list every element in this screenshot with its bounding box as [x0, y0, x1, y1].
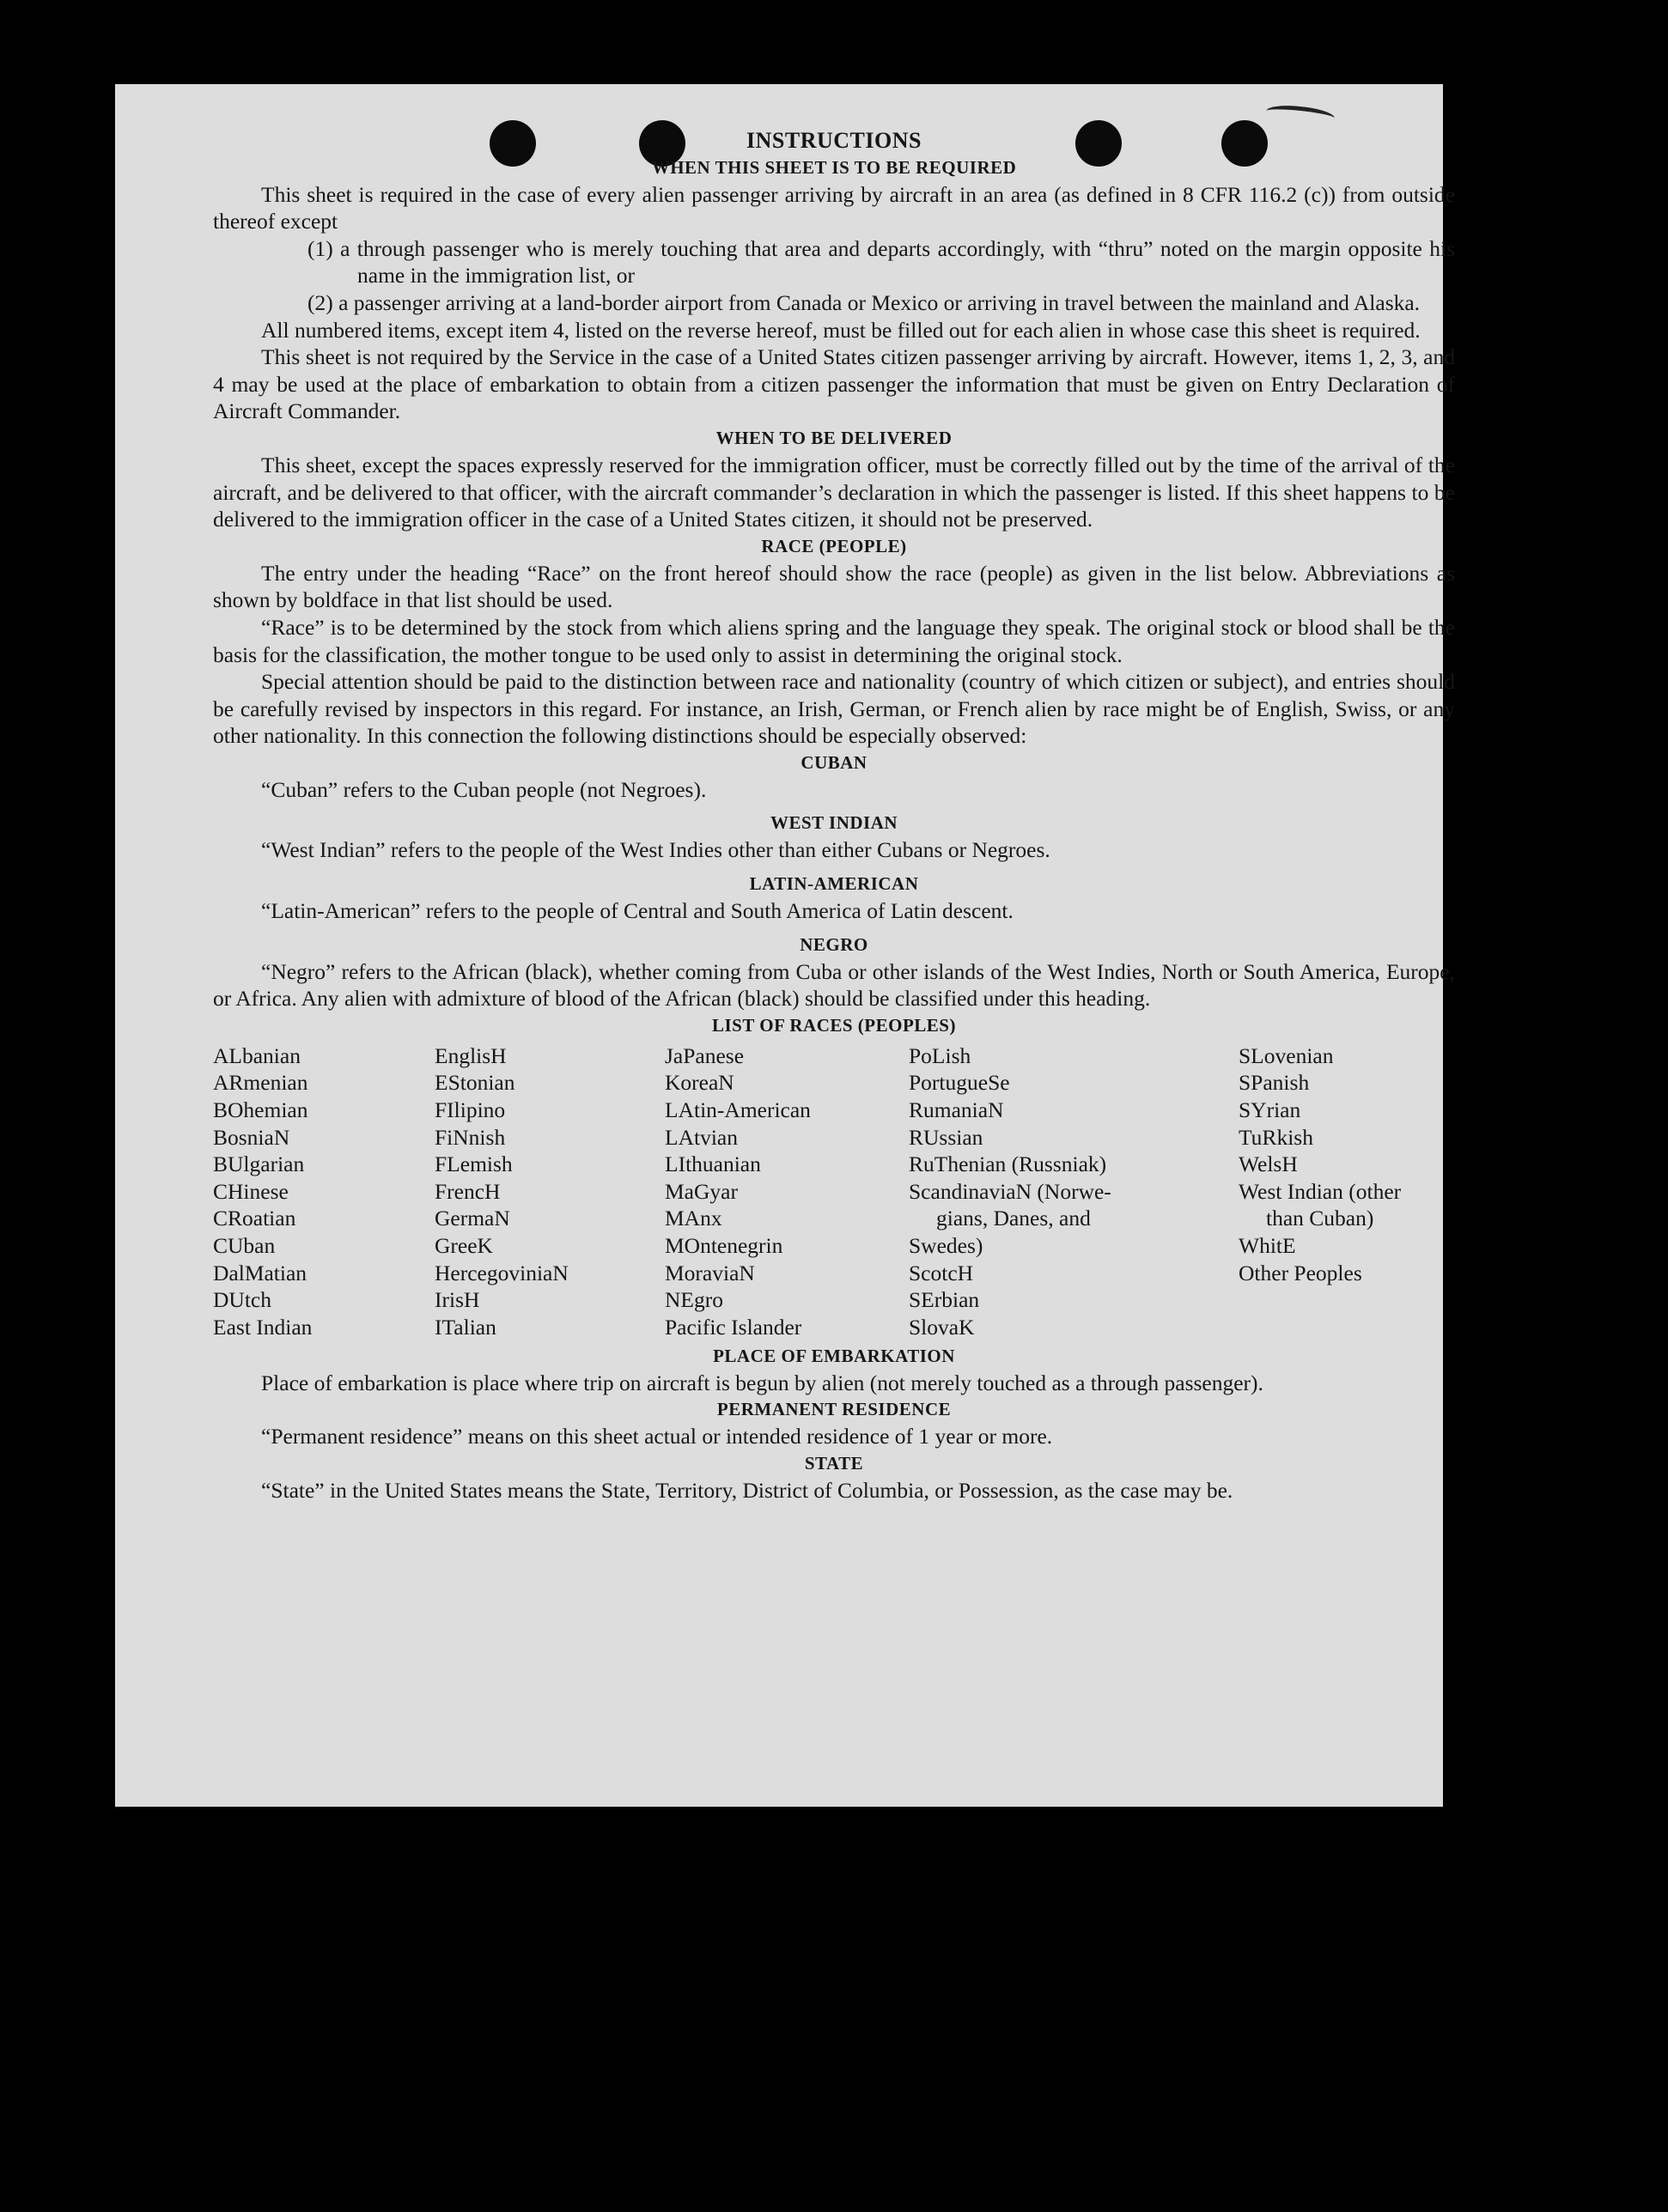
- paragraph: This sheet is not required by the Service in the case of a United States citizen passenger arriving by aircraft. However, items 1, 2, 3, and 4 may be used at the place of embarkation to obtain from a citizen passenger the information that must be given on Entry Declaration of Aircraft Commander.: [213, 344, 1455, 424]
- heading-when-delivered: WHEN TO BE DELIVERED: [715, 427, 953, 448]
- race-entry: RumaniaN: [909, 1097, 1004, 1123]
- race-entry: EnglisH: [435, 1042, 507, 1068]
- race-entry: WhitE: [1239, 1233, 1296, 1258]
- paragraph: “Cuban” refers to the Cuban people (not Negroes).: [261, 776, 707, 802]
- race-entry: FLemish: [435, 1152, 513, 1177]
- race-entry: SYrian: [1239, 1097, 1301, 1123]
- race-entry: BOhemian: [213, 1097, 308, 1123]
- paragraph: “Latin-American” refers to the people of Central and South America of Latin descent.: [261, 898, 1014, 924]
- race-entry: ALbanian: [213, 1042, 301, 1068]
- race-entry: West Indian (other: [1239, 1178, 1402, 1204]
- race-entry: EStonian: [435, 1070, 515, 1096]
- pencil-mark: [1265, 103, 1336, 126]
- paragraph: “State” in the United States means the State, Territory, District of Columbia, or Possession, as the case may be.: [261, 1478, 1233, 1504]
- race-entry: CUban: [213, 1233, 276, 1258]
- race-entry: FiNnish: [435, 1124, 506, 1150]
- race-entry: ITalian: [435, 1314, 496, 1340]
- race-entry: ScandinaviaN (Norwe-: [909, 1178, 1111, 1204]
- race-entry: FIlipino: [435, 1097, 506, 1123]
- race-entry: DalMatian: [213, 1260, 307, 1285]
- race-entry: MAnx: [665, 1206, 722, 1231]
- race-list: [213, 1042, 1455, 1343]
- race-column-2: [435, 1042, 569, 1341]
- race-entry: Swedes): [909, 1233, 983, 1258]
- race-column-5: [1239, 1042, 1401, 1286]
- race-entry: MOntenegrin: [665, 1233, 783, 1258]
- race-entry: JaPanese: [665, 1042, 745, 1068]
- heading-when-required: WHEN THIS SHEET IS TO BE REQUIRED: [651, 156, 1017, 178]
- race-entry: TuRkish: [1239, 1124, 1313, 1150]
- race-entry: PortugueSe: [909, 1070, 1010, 1096]
- race-entry: KoreaN: [665, 1070, 734, 1096]
- race-entry: ARmenian: [213, 1070, 308, 1096]
- race-entry: RuThenian (Russniak): [909, 1152, 1107, 1177]
- race-entry: HercegoviniaN: [435, 1260, 569, 1285]
- race-entry: gians, Danes, and: [936, 1206, 1091, 1231]
- heading-latin-american: LATIN-AMERICAN: [749, 873, 919, 895]
- race-entry: NEgro: [665, 1287, 723, 1313]
- race-entry: SErbian: [909, 1287, 980, 1313]
- race-entry: GermaN: [435, 1206, 510, 1231]
- paragraph: Special attention should be paid to the distinction between race and nationality (country of which citizen or subject), and entries should be carefully revised by inspectors in this regard. For instance, an Irish, German, or French alien by race might be of English, Swiss, or any other nationality. In this connection the following distinctions should be especially observed:: [213, 669, 1455, 749]
- instructions-body: [213, 127, 1455, 1504]
- paragraph: “West Indian” refers to the people of the West Indies other than either Cubans or Negroes.: [261, 837, 1050, 863]
- race-entry: LAtvian: [665, 1124, 738, 1150]
- race-entry: PoLish: [909, 1042, 971, 1068]
- race-entry: LIthuanian: [665, 1152, 761, 1177]
- race-entry: SLovenian: [1239, 1042, 1334, 1068]
- paragraph: “Race” is to be determined by the stock from which aliens spring and the language they speak. The original stock or blood shall be the basis for the classification, the mother tongue to be used only to assist in determining the original stock.: [213, 614, 1455, 667]
- exception-item-1: (1) a through passenger who is merely touching that area and departs accordingly, with “thru” noted on the margin opposite his name in the immigration list, or: [307, 235, 1455, 289]
- race-entry: FrencH: [435, 1178, 501, 1204]
- heading-list-of-races: LIST OF RACES (PEOPLES): [712, 1014, 956, 1036]
- paragraph: “Permanent residence” means on this sheet actual or intended residence of 1 year or more.: [261, 1424, 1053, 1449]
- paragraph: All numbered items, except item 4, listed on the reverse hereof, must be filled out for each alien in whose case this sheet is required.: [261, 317, 1421, 343]
- race-entry: RUssian: [909, 1124, 983, 1150]
- race-entry: BosniaN: [213, 1124, 290, 1150]
- race-column-1: [213, 1042, 312, 1341]
- paragraph: This sheet, except the spaces expressly reserved for the immigration officer, must be correctly filled out by the time of the arrival of the aircraft, and be delivered to that officer, with the aircraft commander’s declaration in which the passenger is listed. If this sheet happens to be delivered to the immigration officer in the case of a United States citizen, it should not be preserved.: [213, 452, 1455, 532]
- race-entry: LAtin-American: [665, 1097, 811, 1123]
- race-entry: Pacific Islander: [665, 1314, 802, 1340]
- heading-cuban: CUBAN: [801, 751, 867, 773]
- heading-negro: NEGRO: [800, 933, 868, 955]
- page-title: INSTRUCTIONS: [746, 128, 922, 153]
- race-entry: GreeK: [435, 1233, 493, 1258]
- paragraph: This sheet is required in the case of every alien passenger arriving by aircraft in an area (as defined in 8 CFR 116.2 (c)) from outside thereof except: [213, 181, 1455, 234]
- race-entry: SlovaK: [909, 1314, 975, 1340]
- heading-embarkation: PLACE OF EMBARKATION: [713, 1345, 955, 1366]
- heading-race: RACE (PEOPLE): [761, 535, 907, 556]
- race-entry: MoraviaN: [665, 1260, 755, 1285]
- document-page: [115, 84, 1455, 1807]
- race-column-3: [665, 1042, 811, 1341]
- heading-west-indian: WEST INDIAN: [770, 812, 898, 834]
- race-entry: Other Peoples: [1239, 1260, 1362, 1285]
- race-entry: than Cuban): [1266, 1206, 1374, 1231]
- race-entry: CRoatian: [213, 1206, 296, 1231]
- race-entry: SPanish: [1239, 1070, 1310, 1096]
- race-entry: BUlgarian: [213, 1152, 305, 1177]
- race-entry: CHinese: [213, 1178, 289, 1204]
- paragraph: Place of embarkation is place where trip on aircraft is begun by alien (not merely touched as a through passenger).: [261, 1370, 1263, 1395]
- paragraph: The entry under the heading “Race” on the front hereof should show the race (people) as given in the list below. Abbreviations as shown by boldface in that list should be used.: [213, 560, 1455, 613]
- race-entry: IrisH: [435, 1287, 480, 1313]
- race-column-4: [909, 1042, 1111, 1341]
- exception-item-2: (2) a passenger arriving at a land-border airport from Canada or Mexico or arriving in travel between the mainland and Alaska.: [307, 289, 1421, 315]
- race-entry: East Indian: [213, 1314, 313, 1340]
- race-entry: MaGyar: [665, 1178, 738, 1204]
- race-entry: WelsH: [1239, 1152, 1298, 1177]
- paragraph: “Negro” refers to the African (black), whether coming from Cuba or other islands of the West Indies, North or South America, Europe, or Africa. Any alien with admixture of blood of the African (black) should be classified under this heading.: [213, 958, 1455, 1012]
- race-entry: ScotcH: [909, 1260, 974, 1285]
- heading-state: STATE: [804, 1453, 864, 1474]
- race-entry: DUtch: [213, 1287, 271, 1313]
- heading-permanent-residence: PERMANENT RESIDENCE: [716, 1399, 952, 1420]
